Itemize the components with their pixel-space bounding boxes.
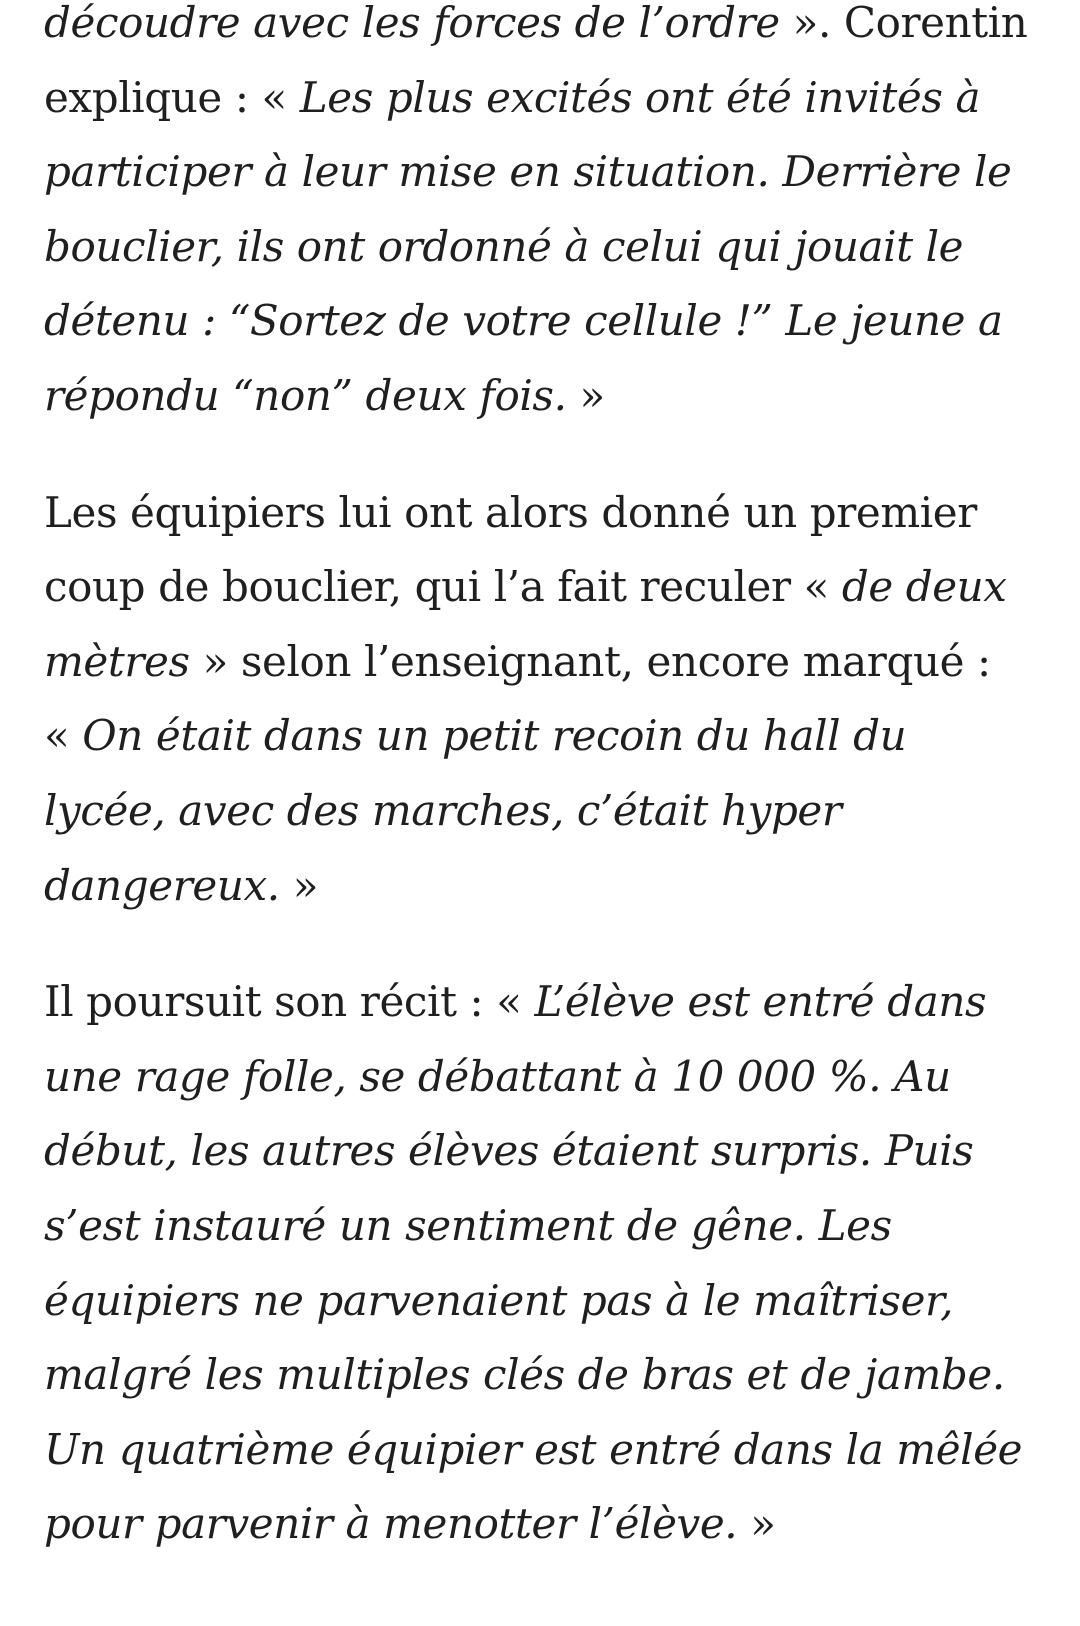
quote-text: lycée, avec des marches, c’était hyper	[44, 785, 842, 835]
quote-text: début, les autres élèves étaient surpris. Puis	[44, 1126, 974, 1176]
body-text: explique : «	[44, 72, 300, 122]
text-line	[44, 550, 1044, 625]
quote-text: pour parvenir à menotter l’élève.	[44, 1499, 738, 1549]
quote-text: Un quatrième équipier est entré dans la mêlée	[44, 1424, 1023, 1474]
text-line	[44, 1338, 1044, 1413]
quote-text: répondu “non” deux fois.	[44, 370, 567, 420]
quote-text: découdre avec les forces de l’ordre	[44, 0, 780, 47]
quote-text: Les plus excités ont été invités à	[299, 72, 981, 122]
text-line	[44, 774, 1044, 849]
body-text: Il poursuit son récit : «	[44, 977, 535, 1027]
quote-text: s’est instauré un sentiment de gêne. Les	[44, 1200, 892, 1250]
quote-text: mètres	[44, 636, 190, 686]
text-line	[44, 61, 1044, 136]
text-line	[44, 699, 1044, 774]
text-line	[44, 1487, 1044, 1562]
quote-text: équipiers ne parvenaient pas à le maîtriser,	[44, 1275, 954, 1325]
text-line	[44, 284, 1044, 359]
text-line	[44, 625, 1044, 700]
quote-text: malgré les multiples clés de bras et de jambe.	[44, 1350, 1005, 1400]
text-line	[44, 135, 1044, 210]
body-text: Les équipiers lui ont alors donné un premier	[44, 487, 977, 537]
article-paragraph	[44, 476, 1044, 924]
quote-text: bouclier, ils ont ordonné à celui qui jouait le	[44, 221, 964, 271]
body-text: ». Corentin	[779, 0, 1028, 47]
body-text: coup de bouclier, qui l’a fait reculer «	[44, 562, 842, 612]
text-line	[44, 1189, 1044, 1264]
text-line	[44, 1413, 1044, 1488]
text-line	[44, 210, 1044, 285]
article-paragraph	[44, 965, 1044, 1562]
text-line	[44, 849, 1044, 924]
body-text: »	[737, 1499, 776, 1549]
text-line	[44, 0, 1044, 61]
text-line	[44, 965, 1044, 1040]
body-text: «	[44, 711, 83, 761]
text-line	[44, 476, 1044, 551]
article-body	[44, 0, 1044, 1604]
text-line	[44, 1114, 1044, 1189]
quote-text: L’élève est entré dans	[534, 977, 987, 1027]
quote-text: détenu : “Sortez de votre cellule !” Le jeune a	[44, 296, 1003, 346]
body-text: » selon l’enseignant, encore marqué :	[189, 636, 991, 686]
body-text: »	[279, 860, 318, 910]
text-line	[44, 359, 1044, 434]
body-text: »	[566, 370, 605, 420]
quote-text: une rage folle, se débattant à 10 000 %. Au	[44, 1051, 951, 1101]
quote-text: de deux	[841, 562, 1007, 612]
quote-text: participer à leur mise en situation. Derrière le	[44, 147, 1012, 197]
text-line	[44, 1040, 1044, 1115]
quote-text: dangereux.	[44, 860, 280, 910]
article-paragraph	[44, 0, 1044, 434]
text-line	[44, 1264, 1044, 1339]
quote-text: On était dans un petit recoin du hall du	[82, 711, 907, 761]
